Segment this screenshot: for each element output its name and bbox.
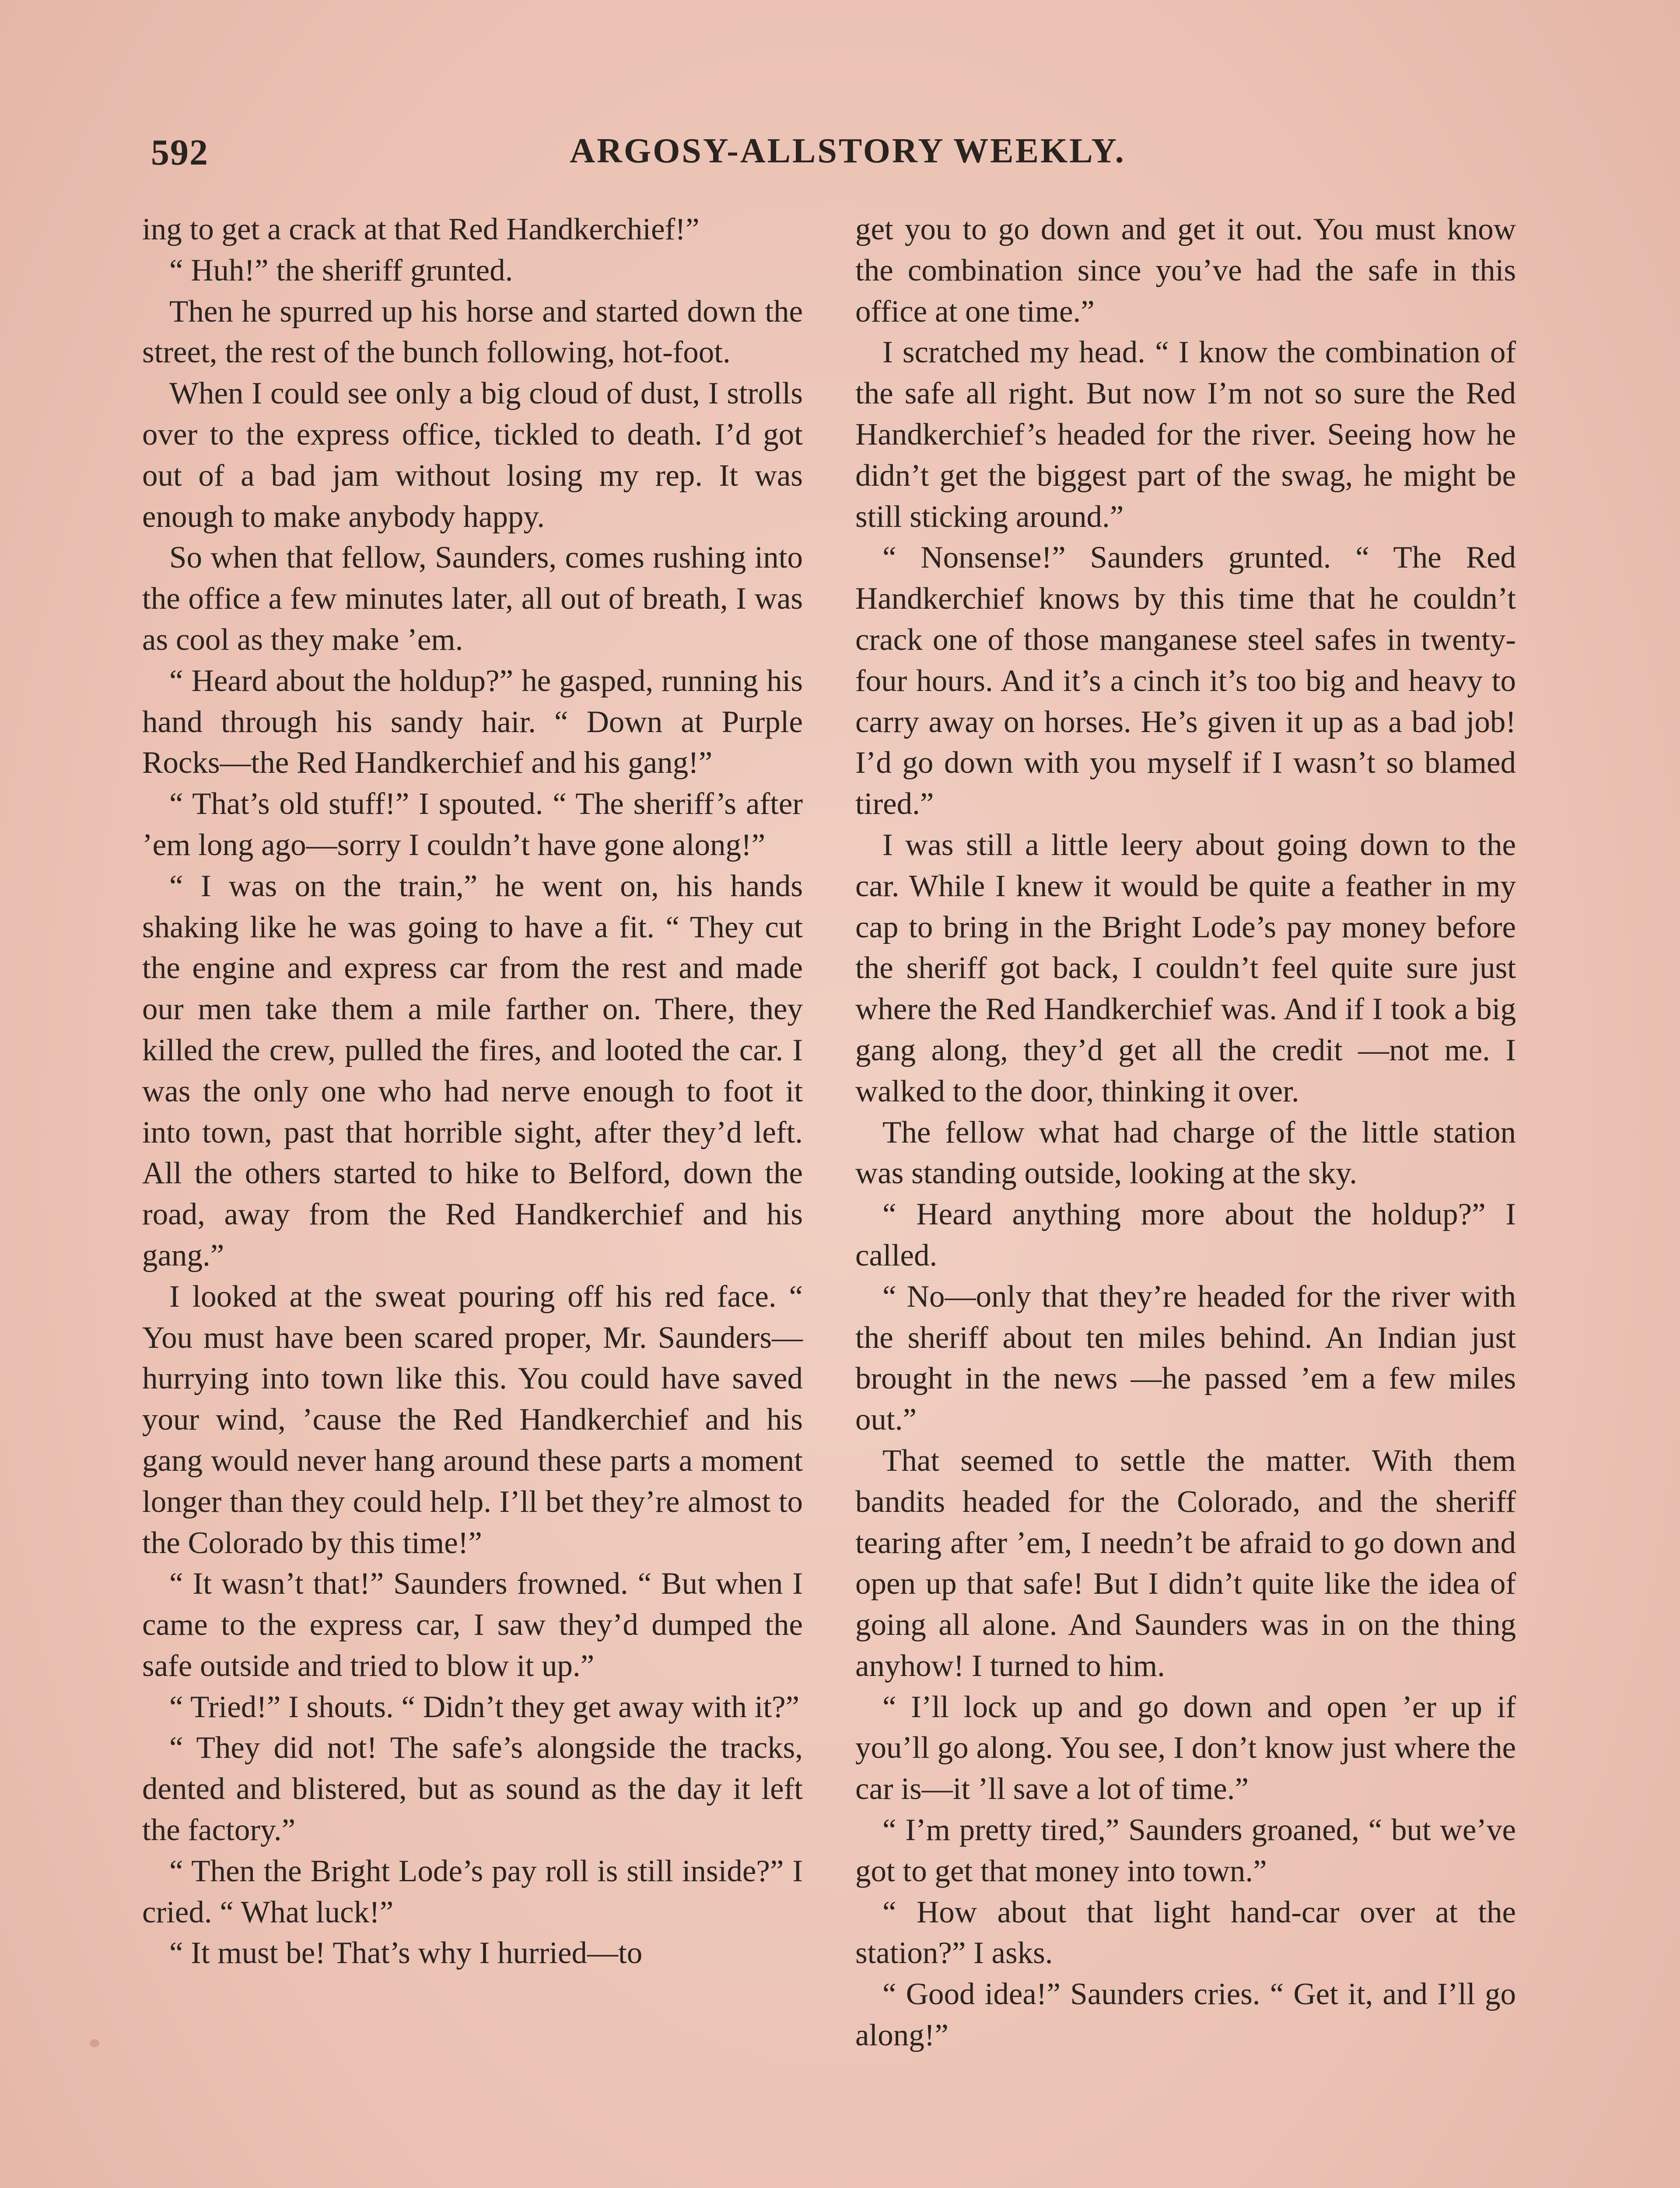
paragraph: When I could see only a big cloud of dust, I strolls over to the express office, tickled to death. I’d got out of a bad jam without losing my rep. It was enough to make anybody happy. bbox=[142, 376, 803, 534]
paragraph: “ Huh!” the sheriff grunted. bbox=[169, 253, 513, 288]
paragraph: “ That’s old stuff!” I spouted. “ The sheriff’s after ’em long ago—sorry I couldn’t have gone along!” bbox=[142, 787, 803, 862]
paragraph: “ Heard about the holdup?” he gasped, running his hand through his sandy hair. “ Down at Purple Rocks—the Red Handkerchief and his gang!” bbox=[142, 663, 803, 780]
paragraph: ing to get a crack at that Red Handkerchief!” bbox=[142, 212, 700, 246]
text-column-left bbox=[142, 209, 803, 1974]
paragraph: “ Nonsense!” Saunders grunted. “ The Red Handkerchief knows by this time that he couldn’t crack one of those manganese steel safes in twenty-four hours. And it’s a cinch it’s too big and heavy to carry away on horses. He’s given it up as a bad job! I’d go down with you myself if I wasn’t so blamed tired.” bbox=[855, 540, 1516, 821]
running-title: ARGOSY-ALLSTORY WEEKLY. bbox=[570, 132, 1126, 170]
text-column-right bbox=[855, 209, 1516, 2056]
paragraph: “ They did not! The safe’s alongside the tracks, dented and blistered, but as sound as the day it left the factory.” bbox=[142, 1731, 803, 1848]
paragraph: “ It wasn’t that!” Saunders frowned. “ But when I came to the express car, I saw they’d dumped the safe outside and tried to blow it up.” bbox=[142, 1567, 803, 1683]
page-header bbox=[151, 131, 1544, 179]
paragraph: get you to go down and get it out. You must know the combination since you’ve had the safe in this office at one time.” bbox=[855, 212, 1516, 329]
paragraph: That seemed to settle the matter. With them bandits headed for the Colorado, and the sheriff tearing after ’em, I needn’t be afraid to go down and open up that safe! But I didn’t quite like the idea of going all alone. And Saunders was in on the thing anyhow! I turned to him. bbox=[855, 1443, 1516, 1683]
paragraph: “ It must be! That’s why I hurried—to bbox=[169, 1936, 643, 1971]
paragraph: The fellow what had charge of the little station was standing outside, looking at the sky. bbox=[855, 1115, 1516, 1191]
paragraph: “ How about that light hand-car over at the station?” I asks. bbox=[855, 1895, 1516, 1971]
paragraph: “ I’ll lock up and go down and open ’er up if you’ll go along. You see, I don’t know just where the car is—it ’ll save a lot of time.” bbox=[855, 1690, 1516, 1806]
paragraph: “ Heard anything more about the holdup?” I called. bbox=[855, 1197, 1516, 1273]
paragraph: “ Good idea!” Saunders cries. “ Get it, and I’ll go along!” bbox=[855, 1977, 1516, 2053]
paragraph: “ No—only that they’re headed for the river with the sheriff about ten miles behind. An Indian just brought in the news —he passed ’em a few miles out.” bbox=[855, 1279, 1516, 1437]
paragraph: So when that fellow, Saunders, comes rushing into the office a few minutes later, all out of breath, I was as cool as they make ’em. bbox=[142, 540, 803, 657]
paragraph: I scratched my head. “ I know the combination of the safe all right. But now I’m not so sure the Red Handkerchief’s headed for the river. Seeing how he didn’t get the biggest part of the swag, he might be still sticking around.” bbox=[855, 335, 1516, 534]
paragraph: I looked at the sweat pouring off his red face. “ You must have been scared proper, Mr. Saunders—hurrying into town like this. You could have saved your wind, ’cause the Red Handkerchief and his gang would never hang around these parts a moment longer than they could help. I’ll bet they’re almost to the Colorado by this time!” bbox=[142, 1279, 803, 1560]
paragraph: “ Then the Bright Lode’s pay roll is still inside?” I cried. “ What luck!” bbox=[142, 1854, 803, 1929]
paragraph: I was still a little leery about going down to the car. While I knew it would be quite a feather in my cap to bring in the Bright Lode’s pay money before the sheriff got back, I couldn’t feel quite sure just where the Red Handkerchief was. And if I took a big gang along, they’d get all the credit —not me. I walked to the door, thinking it over. bbox=[855, 828, 1516, 1108]
paper-stain bbox=[90, 2039, 99, 2047]
paragraph: “ I was on the train,” he went on, his hands shaking like he was going to have a fit. “ They cut the engine and express car from the rest and made our men take them a mile farther on. There, they killed the crew, pulled the fires, and looted the car. I was the only one who had nerve enough to foot it into town, past that horrible sight, after they’d left. All the others started to hike to Belford, down the road, away from the Red Handkerchief and his gang.” bbox=[142, 869, 803, 1273]
paragraph: Then he spurred up his horse and started down the street, the rest of the bunch following, hot-foot. bbox=[142, 294, 803, 370]
page-number: 592 bbox=[151, 132, 209, 173]
paragraph: “ I’m pretty tired,” Saunders groaned, “ but we’ve got to get that money into town.” bbox=[855, 1813, 1516, 1888]
paragraph: “ Tried!” I shouts. “ Didn’t they get away with it?” bbox=[169, 1690, 800, 1724]
